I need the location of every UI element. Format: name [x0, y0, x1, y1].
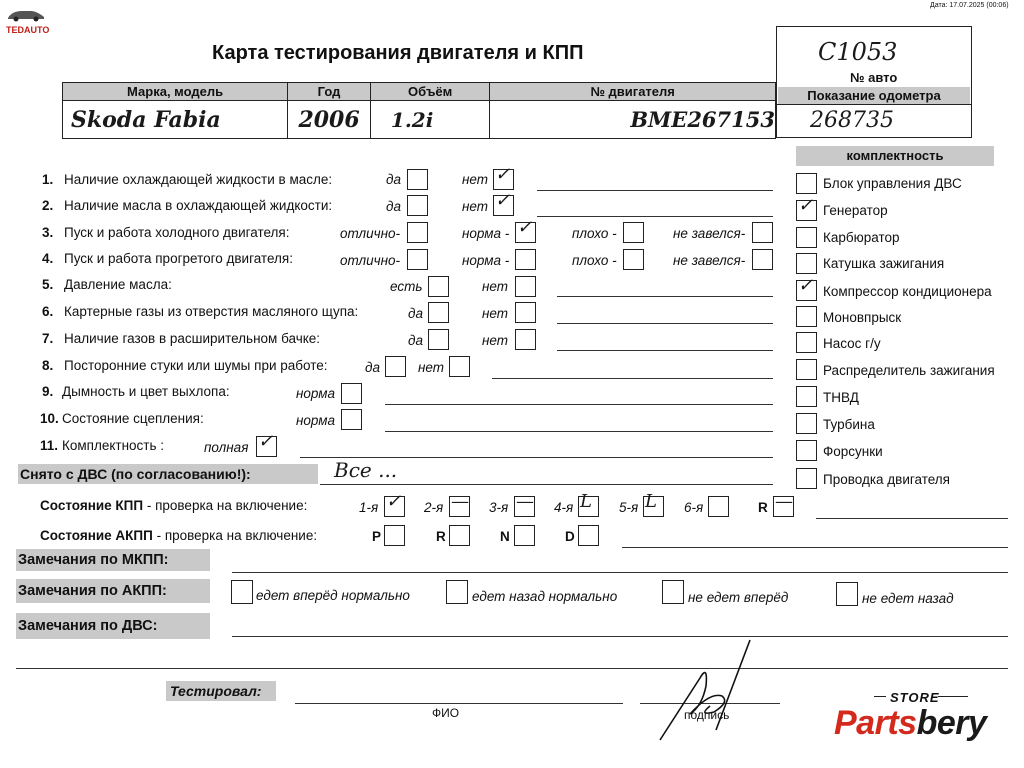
col-volume: Объём — [370, 83, 489, 101]
q8-opt1: да — [365, 360, 380, 375]
q1-num: 1. — [42, 172, 54, 187]
col-model: Марка, модель — [63, 83, 288, 101]
engine-no-value: BME267153 — [630, 107, 775, 132]
removed-value: Все ... — [334, 458, 398, 482]
complect-label-3: Карбюратор — [823, 230, 900, 245]
complect-title: комплектность — [796, 146, 994, 166]
akpp-opt2-label: едет назад нормально — [472, 589, 618, 604]
q1-opt2: нет — [462, 172, 489, 187]
year-value: 2006 — [298, 106, 360, 133]
akpp-opt2-box[interactable] — [446, 580, 468, 604]
q3-box3[interactable] — [623, 222, 644, 243]
complect-label-11: Форсунки — [823, 444, 883, 459]
q8-box2[interactable] — [449, 356, 470, 377]
complect-label-2: Генератор — [823, 203, 888, 218]
tedauto-logo — [6, 6, 50, 35]
q11-opt1: полная — [204, 440, 249, 455]
auto-number-value: С1053 — [818, 38, 898, 66]
store-label: STORE — [890, 690, 940, 705]
complect-box-6[interactable] — [796, 306, 817, 327]
complect-label-7: Насос г/у — [823, 336, 881, 351]
q5-box1[interactable] — [428, 276, 449, 297]
akpp-n-label: N — [500, 529, 510, 544]
q7-opt1: да — [408, 333, 423, 348]
q5-box2[interactable] — [515, 276, 536, 297]
gear-6-label: 6-я — [684, 500, 704, 515]
q6-opt2: нет — [482, 306, 509, 321]
complect-label-5: Компрессор кондиционера — [823, 284, 992, 299]
odometer-label: Показание одометра — [778, 87, 970, 105]
complect-label-8: Распределитель зажигания — [823, 363, 995, 378]
complect-label-6: Моновпрыск — [823, 310, 902, 325]
kpp-row-label: Состояние КПП - проверка на включение: — [40, 498, 308, 513]
akpp-opt3-label: не едет вперёд — [688, 590, 789, 605]
q4-opt3: плохо - — [572, 253, 617, 268]
complect-box-7[interactable] — [796, 332, 817, 353]
complect-box-5[interactable]: ✓ — [796, 280, 817, 301]
remarks-mkpp-label: Замечания по МКПП: — [16, 549, 210, 571]
q8-num: 8. — [42, 358, 54, 373]
car-icon — [6, 6, 46, 22]
complect-box-11[interactable] — [796, 440, 817, 461]
q7-text: Наличие газов в расширительном бачке: — [64, 331, 321, 346]
q4-box4[interactable] — [752, 249, 773, 270]
q11-num: 11. — [40, 438, 59, 453]
q3-opt1: отлично- — [340, 226, 400, 241]
gear-2-box[interactable]: — — [449, 496, 470, 517]
gear-2-label: 2-я — [424, 500, 444, 515]
complect-box-9[interactable] — [796, 386, 817, 407]
col-engine-no: № двигателя — [490, 83, 776, 101]
auto-number-label: № авто — [850, 70, 898, 85]
gear-5-label: 5-я — [619, 500, 639, 515]
print-date: Дата: 17.07.2025 (00:06) — [930, 2, 1009, 9]
q1-text: Наличие охлаждающей жидкости в масле: — [64, 172, 333, 187]
q8-opt2: нет — [418, 360, 445, 375]
gear-3-label: 3-я — [489, 500, 509, 515]
q4-num: 4. — [42, 251, 54, 266]
q3-opt3: плохо - — [572, 226, 617, 241]
q4-box3[interactable] — [623, 249, 644, 270]
q2-num: 2. — [42, 198, 54, 213]
gear-r-box[interactable]: — — [773, 496, 794, 517]
complect-box-2[interactable]: ✓ — [796, 200, 817, 221]
q10-box1[interactable] — [341, 409, 362, 430]
q3-text: Пуск и работа холодного двигателя: — [64, 225, 290, 240]
q6-text: Картерные газы из отверстия масляного щупа: — [64, 304, 359, 319]
gear-4-label: 4-я — [554, 500, 574, 515]
complect-label-10: Турбина — [823, 417, 875, 432]
q5-opt2: нет — [482, 279, 509, 294]
q7-box2[interactable] — [515, 329, 536, 350]
complect-label-4: Катушка зажигания — [823, 256, 945, 271]
signature-label: подпись — [684, 708, 730, 722]
q8-text: Посторонние стуки или шумы при работе: — [64, 358, 328, 373]
tested-label: Тестировал: — [166, 681, 276, 701]
gear-r-label: R — [758, 500, 768, 515]
q2-opt1: да — [386, 199, 401, 214]
q6-num: 6. — [42, 304, 54, 319]
gear-1-box[interactable]: ✓ — [384, 496, 405, 517]
q3-box4[interactable] — [752, 222, 773, 243]
vehicle-header-table — [62, 82, 776, 139]
complect-box-12[interactable] — [796, 468, 817, 489]
akpp-r-label: R — [436, 529, 446, 544]
q9-box1[interactable] — [341, 383, 362, 404]
q10-num: 10. — [40, 411, 59, 426]
complect-box-4[interactable] — [796, 253, 817, 274]
gear-5-box[interactable]: L — [643, 496, 664, 517]
complect-box-1[interactable] — [796, 173, 817, 194]
q5-text: Давление масла: — [64, 277, 172, 292]
q1-opt1: да — [386, 172, 401, 187]
complect-label-1: Блок управления ДВС — [823, 176, 962, 191]
q11-box1[interactable]: ✓ — [256, 436, 277, 457]
q3-box2[interactable]: ✓ — [515, 222, 536, 243]
remarks-dvs-label: Замечания по ДВС: — [16, 613, 210, 639]
akpp-opt4-label: не едет назад — [862, 591, 954, 606]
akpp-r-box[interactable] — [449, 525, 470, 546]
q4-opt4: не завелся- — [673, 253, 746, 268]
q7-num: 7. — [42, 331, 54, 346]
akpp-p-label: P — [372, 529, 382, 544]
q4-box2[interactable] — [515, 249, 536, 270]
col-year: Год — [288, 83, 371, 101]
q7-opt2: нет — [482, 333, 509, 348]
q2-box2[interactable]: ✓ — [493, 195, 514, 216]
complect-label-9: ТНВД — [823, 390, 859, 405]
akpp-row-label: Состояние АКПП - проверка на включение: — [40, 528, 318, 543]
removed-label: Снято с ДВС (по согласованию!): — [18, 464, 318, 484]
gear-3-box[interactable]: — — [514, 496, 535, 517]
q3-box1[interactable] — [407, 222, 428, 243]
q3-opt2: норма - — [462, 226, 510, 241]
akpp-opt4-box[interactable] — [836, 582, 858, 606]
q6-box1[interactable] — [428, 302, 449, 323]
q11-text: Комплектность : — [62, 438, 165, 453]
q2-box1[interactable] — [407, 195, 428, 216]
remarks-akpp-label: Замечания по АКПП: — [16, 579, 210, 603]
fio-label: ФИО — [432, 706, 460, 720]
gear-6-box[interactable] — [708, 496, 729, 517]
q5-opt1: есть — [390, 279, 423, 294]
q4-opt2: норма - — [462, 253, 510, 268]
q1-box2[interactable]: ✓ — [493, 169, 514, 190]
complect-box-3[interactable] — [796, 227, 817, 248]
q10-opt1: норма — [296, 413, 336, 428]
q4-text: Пуск и работа прогретого двигателя: — [64, 251, 293, 266]
q8-box1[interactable] — [385, 356, 406, 377]
q9-num: 9. — [42, 384, 54, 399]
odometer-value: 268735 — [810, 108, 894, 133]
q4-box1[interactable] — [407, 249, 428, 270]
akpp-d-box[interactable] — [578, 525, 599, 546]
q7-box1[interactable] — [428, 329, 449, 350]
q6-opt1: да — [408, 306, 423, 321]
akpp-opt3-box[interactable] — [662, 580, 684, 604]
q3-num: 3. — [42, 225, 54, 240]
gear-4-box[interactable]: L — [578, 496, 599, 517]
q4-opt1: отлично- — [340, 253, 400, 268]
q2-text: Наличие масла в охлаждающей жидкости: — [64, 198, 333, 213]
q9-text: Дымность и цвет выхлопа: — [62, 384, 230, 399]
q10-text: Состояние сцепления: — [62, 411, 204, 426]
q9-opt1: норма — [296, 386, 336, 401]
akpp-p-box[interactable] — [384, 525, 405, 546]
volume-value: 1.2i — [390, 107, 434, 132]
tedauto-text: TEDAUTO — [6, 25, 50, 35]
complect-box-8[interactable] — [796, 359, 817, 380]
akpp-opt1-label: едет вперёд нормально — [256, 588, 410, 603]
partsbery-brand: Partsbery — [834, 704, 987, 742]
complect-label-12: Проводка двигателя — [823, 472, 950, 487]
partsbery-logo — [834, 690, 1012, 750]
q5-num: 5. — [42, 277, 54, 292]
model-value: Skoda Fabia — [71, 106, 221, 133]
gear-1-label: 1-я — [359, 500, 379, 515]
page-title: Карта тестирования двигателя и КПП — [212, 42, 584, 64]
signature-scribble — [650, 636, 760, 746]
akpp-n-box[interactable] — [514, 525, 535, 546]
complect-box-10[interactable] — [796, 413, 817, 434]
akpp-opt1-box[interactable] — [231, 580, 253, 604]
q3-opt4: не завелся- — [673, 226, 746, 241]
q2-opt2: нет — [462, 199, 489, 214]
q1-box1[interactable] — [407, 169, 428, 190]
q6-box2[interactable] — [515, 302, 536, 323]
akpp-d-label: D — [565, 529, 575, 544]
